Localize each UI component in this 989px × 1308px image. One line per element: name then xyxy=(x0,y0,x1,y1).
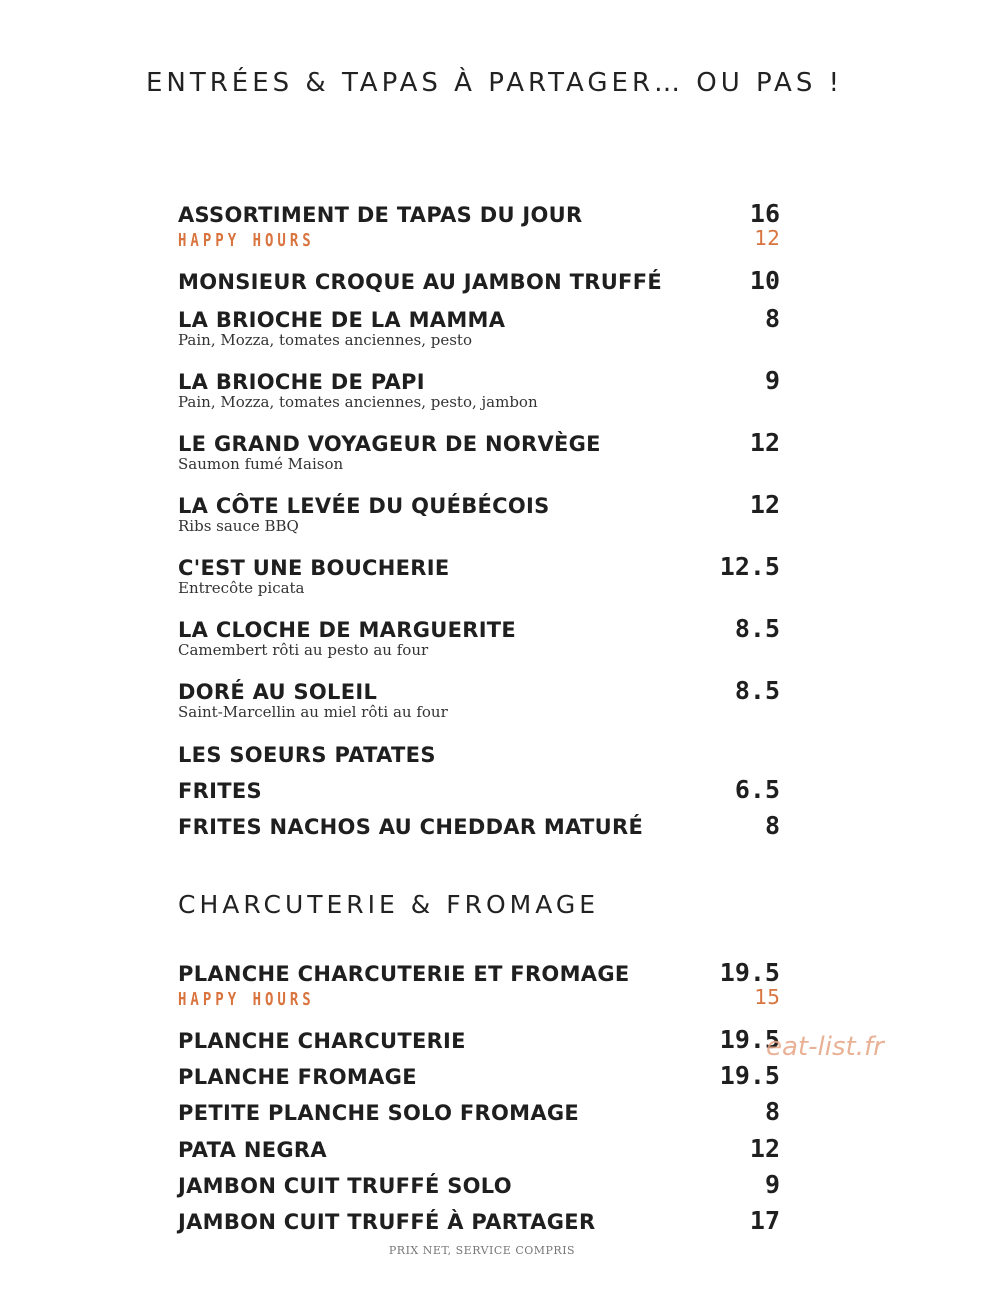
menu-item xyxy=(178,1026,780,1056)
item-name: JAMBON CUIT TRUFFÉ À PARTAGER xyxy=(178,1210,596,1234)
item-price: 12 xyxy=(749,428,780,457)
item-price: 6.5 xyxy=(734,775,780,804)
menu-item xyxy=(178,1062,780,1092)
item-name: LA CLOCHE DE MARGUERITE xyxy=(178,618,517,642)
item-description: Entrecôte picata xyxy=(178,579,305,597)
item-name: ASSORTIMENT DE TAPAS DU JOUR xyxy=(178,203,583,227)
item-name: FRITES NACHOS AU CHEDDAR MATURÉ xyxy=(178,815,644,839)
happy-hours-label: HAPPY HOURS xyxy=(178,989,315,1010)
menu-item xyxy=(178,812,780,842)
menu-item xyxy=(178,740,780,770)
item-name: PATA NEGRA xyxy=(178,1138,327,1162)
item-price: 19.5 xyxy=(719,958,780,987)
item-name: LES SOEURS PATATES xyxy=(178,743,436,767)
item-price: 8 xyxy=(764,1097,780,1126)
menu-item xyxy=(178,776,780,806)
item-description: Ribs sauce BBQ xyxy=(178,517,299,535)
menu-item xyxy=(178,677,780,721)
item-price: 12 xyxy=(749,490,780,519)
item-name: LA BRIOCHE DE LA MAMMA xyxy=(178,308,506,332)
menu-item xyxy=(178,1098,780,1128)
happy-hours-price: 12 xyxy=(754,226,780,250)
menu-heading-charcuterie: CHARCUTERIE & FROMAGE xyxy=(178,890,600,919)
menu-item xyxy=(178,491,780,535)
footer-note: PRIX NET, SERVICE COMPRIS xyxy=(388,1244,576,1257)
item-price: 9 xyxy=(764,366,780,395)
item-name: DORÉ AU SOLEIL xyxy=(178,680,378,704)
menu-item xyxy=(178,200,780,249)
item-name: MONSIEUR CROQUE AU JAMBON TRUFFÉ xyxy=(178,270,662,294)
item-price: 8 xyxy=(764,304,780,333)
item-description: Pain, Mozza, tomates anciennes, pesto xyxy=(178,331,472,349)
item-price: 19.5 xyxy=(719,1061,780,1090)
happy-hours-price: 15 xyxy=(754,985,780,1009)
watermark: eat-list.fr xyxy=(766,1032,884,1062)
item-name: LE GRAND VOYAGEUR DE NORVÈGE xyxy=(178,432,601,456)
item-description: Camembert rôti au pesto au four xyxy=(178,641,429,659)
item-name: C'EST UNE BOUCHERIE xyxy=(178,556,450,580)
item-name: FRITES xyxy=(178,779,262,803)
menu-heading-entrees: ENTRÉES & TAPAS À PARTAGER… OU PAS ! xyxy=(145,68,844,98)
item-price: 16 xyxy=(749,199,780,228)
menu-item xyxy=(178,553,780,597)
item-price: 9 xyxy=(764,1170,780,1199)
item-price: 12.5 xyxy=(719,552,780,581)
item-description: Saumon fumé Maison xyxy=(178,455,344,473)
item-name: PETITE PLANCHE SOLO FROMAGE xyxy=(178,1101,580,1125)
menu-item xyxy=(178,615,780,659)
menu-item xyxy=(178,1171,780,1201)
menu-item xyxy=(178,1207,780,1237)
item-price: 19.5 xyxy=(719,1025,780,1054)
item-price: 8.5 xyxy=(734,614,780,643)
menu-item xyxy=(178,429,780,473)
item-name: PLANCHE CHARCUTERIE ET FROMAGE xyxy=(178,962,630,986)
item-price: 10 xyxy=(749,266,780,295)
item-name: LA BRIOCHE DE PAPI xyxy=(178,370,425,394)
item-price: 8 xyxy=(764,811,780,840)
menu-item xyxy=(178,959,780,1008)
item-name: JAMBON CUIT TRUFFÉ SOLO xyxy=(178,1174,512,1198)
item-name: PLANCHE CHARCUTERIE xyxy=(178,1029,466,1053)
happy-hours-label: HAPPY HOURS xyxy=(178,230,315,251)
item-description: Saint-Marcellin au miel rôti au four xyxy=(178,703,448,721)
item-price: 8.5 xyxy=(734,676,780,705)
menu-item xyxy=(178,367,780,411)
menu-item xyxy=(178,267,780,297)
item-name: PLANCHE FROMAGE xyxy=(178,1065,417,1089)
menu-item xyxy=(178,305,780,349)
item-name: LA CÔTE LEVÉE DU QUÉBÉCOIS xyxy=(178,494,550,518)
item-price: 17 xyxy=(749,1206,780,1235)
item-price: 12 xyxy=(749,1134,780,1163)
item-description: Pain, Mozza, tomates anciennes, pesto, jambon xyxy=(178,393,538,411)
menu-item xyxy=(178,1135,780,1165)
